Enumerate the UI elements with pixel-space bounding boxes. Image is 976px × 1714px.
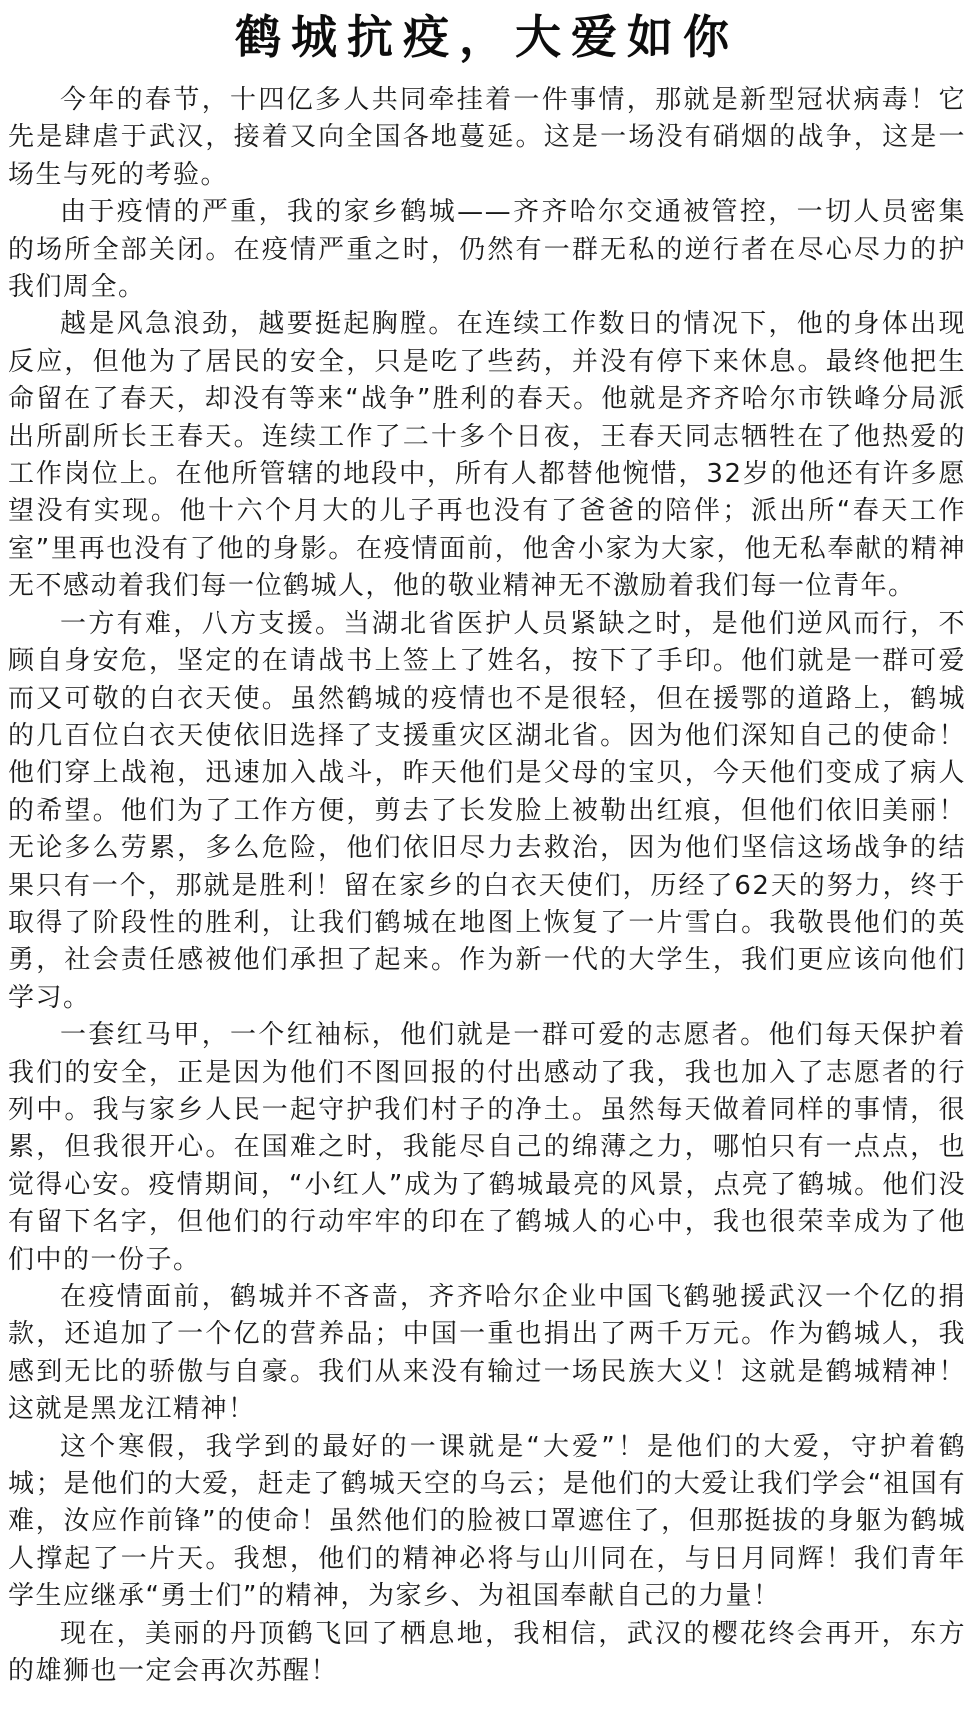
paragraph: 这个寒假，我学到的最好的一课就是“大爱”！是他们的大爱，守护着鹤城；是他们的大爱，赶走了鹤城天空的乌云；是他们的大爱让我们学会“祖国有难，汝应作前锋”的使命！虽然他们的脸被口罩遮住了，但那挺拔的身躯为鹤城人撑起了一片天。我想，他们的精神必将与山川同在，与日月同辉！我们青年学生应继承“勇士们”的精神，为家乡、为祖国奉献自己的力量！ xyxy=(8,1431,966,1612)
paragraph: 由于疫情的严重，我的家乡鹤城——齐齐哈尔交通被管控，一切人员密集的场所全部关闭。在疫情严重之时，仍然有一群无私的逆行者在尽心尽力的护我们周全。 xyxy=(8,197,966,303)
paragraph: 一方有难，八方支援。当湖北省医护人员紧缺之时，是他们逆风而行，不顾自身安危，坚定的在请战书上签上了姓名，按下了手印。他们就是一群可爱而又可敬的白衣天使。虽然鹤城的疫情也不是很轻，但在援鄂的道路上，鹤城的几百位白衣天使依旧选择了支援重灾区湖北省。因为他们深知自己的使命！他们穿上战袍，迅速加入战斗，昨天他们是父母的宝贝，今天他们变成了病人的希望。他们为了工作方便，剪去了长发脸上被勒出红痕，但他们依旧美丽！无论多么劳累，多么危险，他们依旧尽力去救治，因为他们坚信这场战争的结果只有一个，那就是胜利！留在家乡的白衣天使们，历经了62天的努力，终于取得了阶段性的胜利，让我们鹤城在地图上恢复了一片雪白。我敬畏他们的英勇，社会责任感被他们承担了起来。作为新一代的大学生，我们更应该向他们学习。 xyxy=(8,608,966,1013)
paragraph: 一套红马甲，一个红袖标，他们就是一群可爱的志愿者。他们每天保护着我们的安全，正是因为他们不图回报的付出感动了我，我也加入了志愿者的行列中。我与家乡人民一起守护我们村子的净土。虽然每天做着同样的事情，很累，但我很开心。在国难之时，我能尽自己的绵薄之力，哪怕只有一点点，也觉得心安。疫情期间，“小红人”成为了鹤城最亮的风景，点亮了鹤城。他们没有留下名字，但他们的行动牢牢的印在了鹤城人的心中，我也很荣幸成为了他们中的一份子。 xyxy=(8,1020,966,1275)
essay-body xyxy=(8,82,966,1690)
paragraph: 今年的春节，十四亿多人共同牵挂着一件事情，那就是新型冠状病毒！它先是肆虐于武汉，接着又向全国各地蔓延。这是一场没有硝烟的战争，这是一场生与死的考验。 xyxy=(8,85,966,190)
essay-title: 鹤城抗疫，大爱如你 xyxy=(235,10,739,64)
paragraph: 现在，美丽的丹顶鹤飞回了栖息地，我相信，武汉的樱花终会再开，东方的雄狮也一定会再次苏醒！ xyxy=(8,1618,966,1687)
paragraph: 越是风急浪劲，越要挺起胸膛。在连续工作数日的情况下，他的身体出现反应，但他为了居民的安全，只是吃了些药，并没有停下来休息。最终他把生命留在了春天，却没有等来“战争”胜利的春天。他就是齐齐哈尔市铁峰分局派出所副所长王春天。连续工作了二十多个日夜，王春天同志牺牲在了他热爱的工作岗位上。在他所管辖的地段中，所有人都替他惋惜，32岁的他还有许多愿望没有实现。他十六个月大的儿子再也没有了爸爸的陪伴；派出所“春天工作室”里再也没有了他的身影。在疫情面前，他舍小家为大家，他无私奉献的精神无不感动着我们每一位鹤城人，他的敬业精神无不激励着我们每一位青年。 xyxy=(8,309,966,602)
paragraph: 在疫情面前，鹤城并不吝啬，齐齐哈尔企业中国飞鹤驰援武汉一个亿的捐款，还追加了一个亿的营养品；中国一重也捐出了两千万元。作为鹤城人，我感到无比的骄傲与自豪。我们从来没有输过一场民族大义！这就是鹤城精神！这就是黑龙江精神！ xyxy=(8,1282,966,1425)
